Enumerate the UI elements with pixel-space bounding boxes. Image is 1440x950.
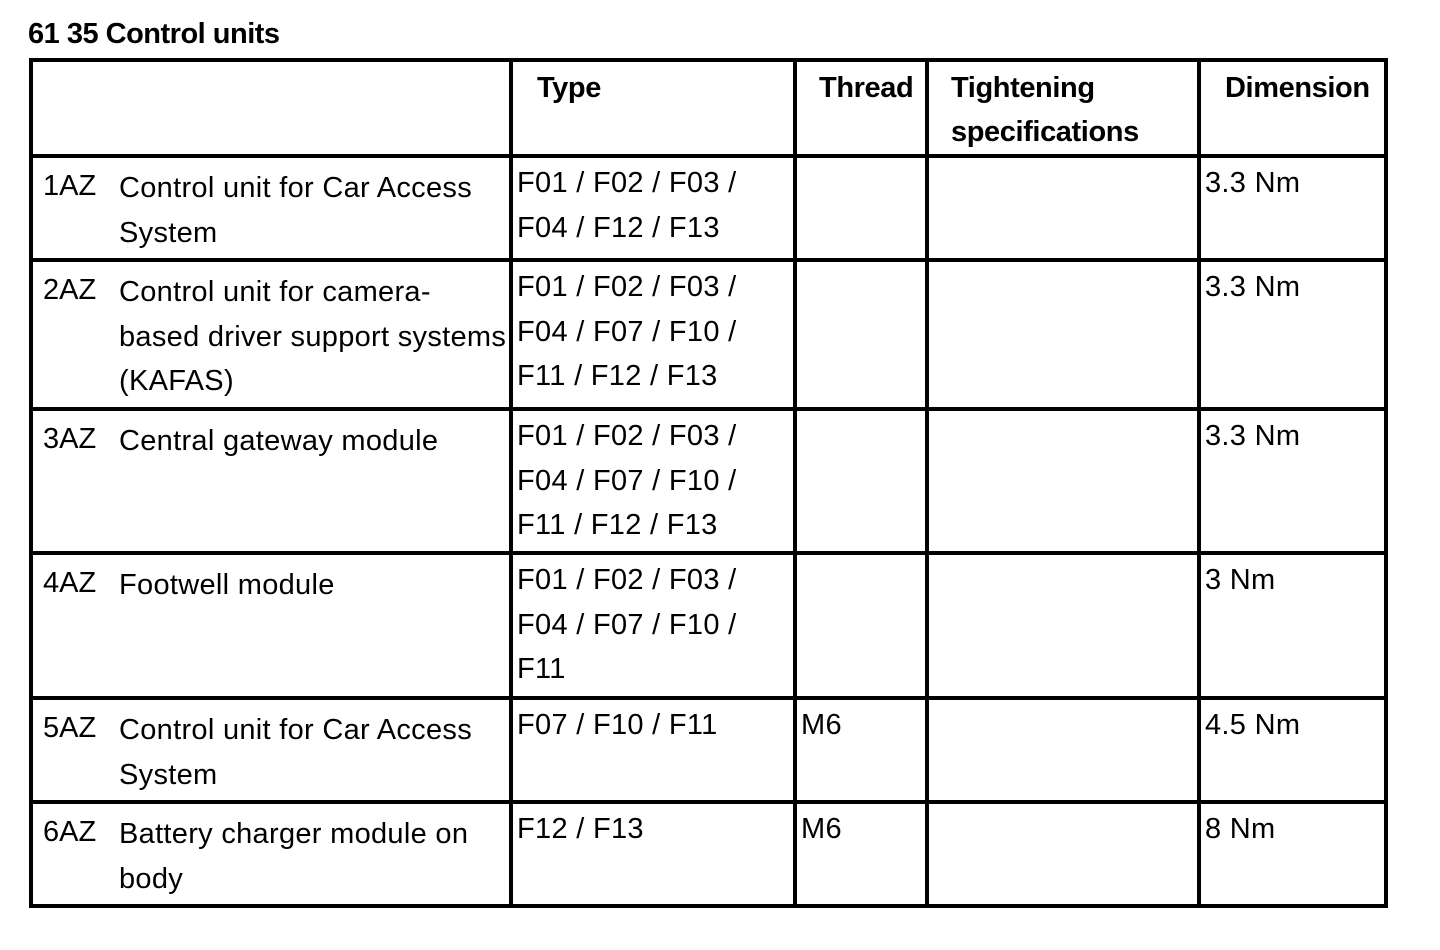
type-cell: F07 / F10 / F11 xyxy=(511,698,795,802)
tightening-cell xyxy=(927,553,1199,698)
table-header-row xyxy=(31,60,1386,156)
tightening-cell xyxy=(927,802,1199,906)
header-dimension: Dimension xyxy=(1199,60,1386,156)
header-item xyxy=(31,60,511,156)
item-code: 4AZ xyxy=(43,567,97,599)
dimension-cell: 3 Nm xyxy=(1199,553,1386,698)
tightening-cell xyxy=(927,409,1199,553)
thread-cell xyxy=(795,260,927,409)
item-cell xyxy=(31,553,511,698)
item-cell xyxy=(31,802,511,906)
table-row xyxy=(31,409,1386,553)
item-cell xyxy=(31,409,511,553)
table-row xyxy=(31,553,1386,698)
type-cell: F01 / F02 / F03 / F04 / F12 / F13 xyxy=(511,156,795,260)
dimension-cell: 8 Nm xyxy=(1199,802,1386,906)
item-description: Control unit for Car Access System xyxy=(119,172,473,249)
item-description: Central gateway module xyxy=(119,425,439,457)
header-type: Type xyxy=(511,60,795,156)
table-row xyxy=(31,802,1386,906)
dimension-cell: 3.3 Nm xyxy=(1199,409,1386,553)
page-title: 61 35 Control units xyxy=(28,18,280,50)
item-cell xyxy=(31,260,511,409)
item-description: Battery charger module on body xyxy=(119,818,469,895)
item-code: 1AZ xyxy=(43,170,97,202)
thread-cell xyxy=(795,553,927,698)
dimension-cell: 3.3 Nm xyxy=(1199,260,1386,409)
control-units-table xyxy=(29,58,1388,908)
item-cell xyxy=(31,156,511,260)
dimension-cell: 3.3 Nm xyxy=(1199,156,1386,260)
item-code: 6AZ xyxy=(43,816,97,848)
item-description: Control unit for camera-based driver support systems (KAFAS) xyxy=(119,276,507,398)
table-row xyxy=(31,698,1386,802)
header-tightening: Tightening specifications xyxy=(927,60,1199,156)
thread-cell xyxy=(795,409,927,553)
thread-cell: M6 xyxy=(795,698,927,802)
item-description: Control unit for Car Access System xyxy=(119,714,473,791)
table-row xyxy=(31,156,1386,260)
type-cell: F01 / F02 / F03 / F04 / F07 / F10 / F11 / F12 / F13 xyxy=(511,409,795,553)
item-code: 3AZ xyxy=(43,423,97,455)
type-cell: F12 / F13 xyxy=(511,802,795,906)
tightening-cell xyxy=(927,156,1199,260)
type-cell: F01 / F02 / F03 / F04 / F07 / F10 / F11 xyxy=(511,553,795,698)
thread-cell: M6 xyxy=(795,802,927,906)
item-code: 2AZ xyxy=(43,274,97,306)
item-cell xyxy=(31,698,511,802)
thread-cell xyxy=(795,156,927,260)
header-thread: Thread xyxy=(795,60,927,156)
tightening-cell xyxy=(927,260,1199,409)
tightening-cell xyxy=(927,698,1199,802)
item-code: 5AZ xyxy=(43,712,97,744)
table-row xyxy=(31,260,1386,409)
item-description: Footwell module xyxy=(119,569,335,601)
type-cell: F01 / F02 / F03 / F04 / F07 / F10 / F11 / F12 / F13 xyxy=(511,260,795,409)
dimension-cell: 4.5 Nm xyxy=(1199,698,1386,802)
